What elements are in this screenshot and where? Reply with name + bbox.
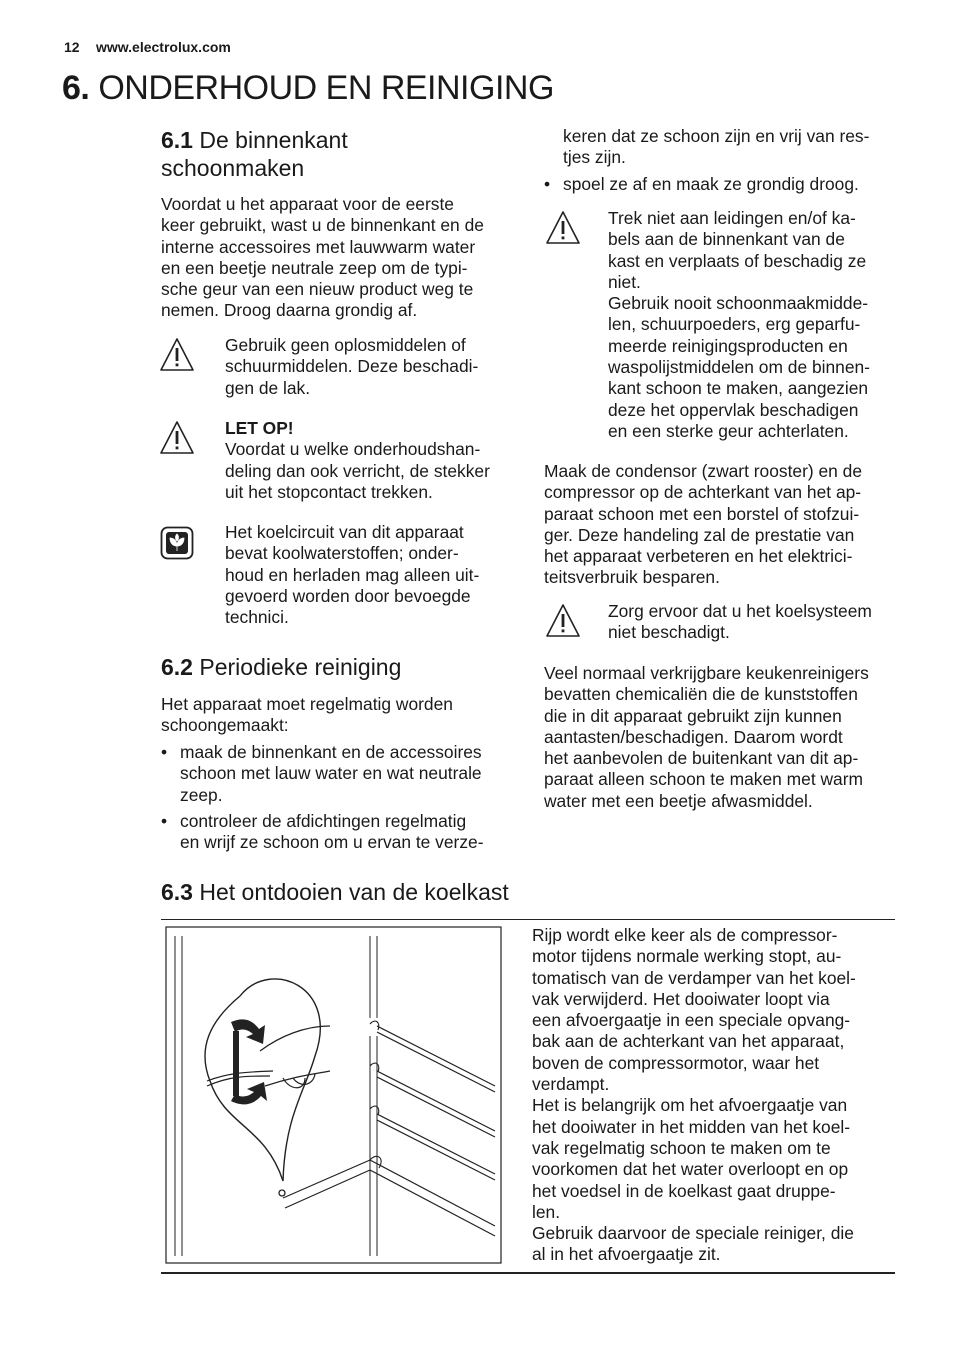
defrost-drain-illustration: [165, 926, 502, 1264]
chapter-title: [62, 68, 554, 108]
list-item: • spoel ze af en maak ze grondig droog.: [544, 174, 859, 194]
warning-triangle-icon: [545, 603, 581, 639]
bullet-marker: •: [161, 811, 168, 831]
list-item: • controleer de afdichtingen regelmatig en wrijf ze schoon om u ervan te verze-: [161, 811, 484, 853]
divider: [161, 1272, 895, 1274]
section-number: 6.3: [161, 879, 193, 905]
cleaners-paragraph: Veel normaal verkrijgbare keukenreinigers bevatten chemicaliën die de kunststoffen die in dit apparaat gebruikt zijn kunnen aantasten/beschadigen. Daarom wordt het aanbevolen de buitenkant van dit ap- paraat alleen schoon te maken met warm water met een beetje afwasmiddel.: [544, 663, 869, 811]
warning-triangle-icon: [159, 420, 195, 456]
warning-triangle-icon: [545, 210, 581, 246]
condensor-paragraph: Maak de condensor (zwart rooster) en de compressor op de achterkant van het ap- paraat schoon met een borstel of stofzui- ger. Deze handeling zal de prestatie van het apparaat verbeteren en het elektrici- teitsverbruik besparen.: [544, 461, 863, 588]
page-number: 12: [64, 39, 80, 55]
bullet-marker: •: [161, 742, 168, 762]
section-6-3-heading: 6.3 Het ontdooien van de koelkast: [161, 879, 509, 905]
section-6-2-heading: 6.2 Periodieke reiniging: [161, 654, 402, 680]
section-6-1-heading: 6.1 De binnenkant schoonmaken: [161, 127, 348, 181]
list-item-continued: keren dat ze schoon zijn en vrij van res- tjes zijn.: [563, 126, 870, 168]
defrost-paragraph: Rijp wordt elke keer als de compressor- motor tijdens normale werking stopt, au- tomatisch van de verdamper van het koel- vak verwijderd. Het dooiwater loopt via een afvoergaatje in een speciale opvang- bak aan de achterkant van het apparaat, boven de compressormotor, waar het verdampt. Het is belangrijk om het afvoergaatje van het dooiwater in het midden van het koel- vak regelmatig schoon te maken om te voorkomen dat het water overloopt en op het voedsel in de koelkast gaat druppe- len. Gebruik daarvoor de speciale reiniger, die al in het afvoergaatje zit.: [532, 925, 856, 1265]
list-item: • maak de binnenkant en de accessoires schoon met lauw water en wat neutrale zeep.: [161, 742, 482, 805]
environment-info-text: Het koelcircuit van dit apparaat bevat koolwaterstoffen; onder- houd en herladen mag alleen uit- gevoerd worden door bevoegde technici.: [225, 522, 480, 628]
chapter-number: 6.: [62, 69, 90, 107]
section-number: 6.2: [161, 654, 193, 680]
warning-unplug-text: LET OP! Voordat u welke onderhoudshan- deling dan ook verricht, de stekker uit het stopcontact trekken.: [225, 418, 490, 502]
bullet-marker: •: [544, 174, 551, 194]
website-url: www.electrolux.com: [96, 39, 231, 55]
warning-cables-text: Trek niet aan leidingen en/of ka- bels aan de binnenkant van de kast en verplaats of beschadig ze niet. Gebruik nooit schoonmaakmidde- len, schuurpoeders, erg geparfu- meerde reinigingsproducten en waspolijstmiddelen om de binnen- kant schoon te maken, aangezien deze het oppervlak beschadigen en een sterke geur achterlaten.: [608, 208, 870, 441]
warning-triangle-icon: [159, 337, 195, 373]
warning-solvents-text: Gebruik geen oplosmiddelen of schuurmiddelen. Deze beschadi- gen de lak.: [225, 335, 479, 398]
section-6-2-intro: Het apparaat moet regelmatig worden schoongemaakt:: [161, 694, 453, 736]
environment-leaf-icon: [160, 526, 194, 560]
section-6-1-intro: Voordat u het apparaat voor de eerste keer gebruikt, wast u de binnenkant en de interne accessoires met lauwwarm water en een beetje neutrale zeep om de typi- sche geur van een nieuw product weg te nemen. Droog daarna grondig af.: [161, 194, 484, 321]
divider: [161, 919, 895, 920]
warning-title: LET OP!: [225, 418, 294, 438]
section-number: 6.1: [161, 127, 193, 153]
warning-cooling-system-text: Zorg ervoor dat u het koelsysteem niet beschadigt.: [608, 601, 872, 643]
chapter-title-text: ONDERHOUD EN REINIGING: [98, 69, 554, 107]
